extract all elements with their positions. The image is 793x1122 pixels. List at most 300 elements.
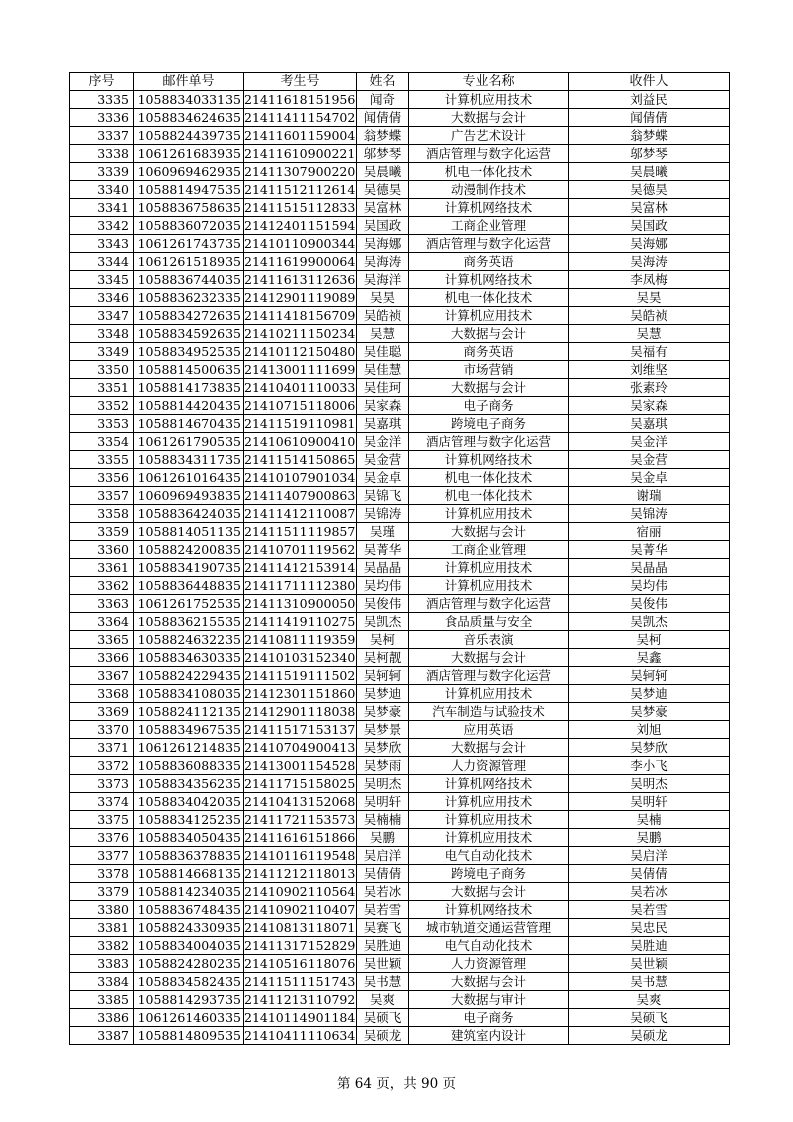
major-cell: 电气自动化技术 [409,937,569,955]
name-cell: 吴锦飞 [357,487,409,505]
index-cell: 3364 [70,613,134,631]
recipient-cell: 吴俊伟 [569,595,730,613]
major-cell: 大数据与会计 [409,739,569,757]
table-row [70,685,730,703]
index-cell: 3378 [70,865,134,883]
exam-number-cell: 21411511119857 [244,524,356,539]
recipient-cell: 吴海娜 [569,235,730,253]
index-cell: 3386 [70,1009,134,1027]
recipient-cell: 吴鑫 [569,649,730,667]
major-cell: 机电一体化技术 [409,163,569,181]
table-row [70,235,730,253]
major-cell: 大数据与会计 [409,649,569,667]
name-cell: 吴柯 [357,631,409,649]
major-cell: 市场营销 [409,361,569,379]
table-row [70,775,730,793]
tracking-number-cell: 1060969493835 [134,487,244,505]
major-cell: 城市轨道交通运营管理 [409,919,569,937]
tracking-number-cell: 1058814051135 [134,523,244,541]
major-cell: 计算机网络技术 [409,271,569,289]
exam-number-cell: 21410902110407 [244,902,356,917]
table-row [70,523,730,541]
table-row [70,829,730,847]
major-cell: 电子商务 [409,1009,569,1027]
index-cell: 3337 [70,127,134,145]
exam-number-cell: 21411412153914 [244,560,356,575]
major-cell: 酒店管理与数字化运营 [409,595,569,613]
tracking-number-cell: 1058814293735 [134,991,244,1009]
tracking-number-cell: 1058824200835 [134,541,244,559]
major-cell: 电气自动化技术 [409,847,569,865]
name-cell: 吴皓祯 [357,307,409,325]
index-cell: 3346 [70,289,134,307]
recipient-cell: 吴书慧 [569,973,730,991]
header-recipient: 收件人 [569,73,730,91]
index-cell: 3377 [70,847,134,865]
exam-number-cell: 21410704900413 [244,740,356,755]
table-row [70,307,730,325]
major-cell: 计算机应用技术 [409,793,569,811]
exam-number-cell: 21411613112636 [244,272,356,287]
index-cell: 3339 [70,163,134,181]
name-cell: 吴梦景 [357,721,409,739]
major-cell: 计算机网络技术 [409,199,569,217]
exam-number-cell: 21411711112380 [244,578,356,593]
tracking-number-cell: 1058834050435 [134,829,244,847]
name-cell: 吴家森 [357,397,409,415]
recipient-cell: 吴金营 [569,451,730,469]
recipient-cell: 吴楠 [569,811,730,829]
index-cell: 3338 [70,145,134,163]
recipient-cell: 吴明轩 [569,793,730,811]
name-cell: 吴瑾 [357,523,409,541]
tracking-number-cell: 1058836748435 [134,901,244,919]
name-cell: 吴佳慧 [357,361,409,379]
name-cell: 吴启洋 [357,847,409,865]
index-cell: 3375 [70,811,134,829]
tracking-number-cell: 1058834624635 [134,109,244,127]
index-cell: 3347 [70,307,134,325]
name-cell: 吴凯杰 [357,613,409,631]
recipient-cell: 谢瑞 [569,487,730,505]
tracking-number-cell: 1058834042035 [134,793,244,811]
exam-number-cell: 21411619900064 [244,254,356,269]
exam-number-cell: 21411517153137 [244,722,356,737]
header-index: 序号 [70,73,134,91]
major-cell: 计算机应用技术 [409,559,569,577]
major-cell: 跨境电子商务 [409,865,569,883]
major-cell: 大数据与会计 [409,379,569,397]
exam-number-cell: 21411411154702 [244,110,356,125]
recipient-cell: 吴轲轲 [569,667,730,685]
index-cell: 3380 [70,901,134,919]
name-cell: 吴世颖 [357,955,409,973]
table-row [70,865,730,883]
exam-number-cell: 21411519111502 [244,668,356,683]
tracking-number-cell: 1058834272635 [134,307,244,325]
recipient-cell: 吴海涛 [569,253,730,271]
index-cell: 3350 [70,361,134,379]
exam-number-cell: 21410813118071 [244,920,356,935]
index-cell: 3356 [70,469,134,487]
table-row [70,991,730,1009]
recipient-cell: 吴福有 [569,343,730,361]
table-row [70,721,730,739]
major-cell: 建筑室内设计 [409,1027,569,1045]
table-row [70,793,730,811]
major-cell: 大数据与会计 [409,325,569,343]
table-row [70,469,730,487]
major-cell: 酒店管理与数字化运营 [409,145,569,163]
major-cell: 计算机应用技术 [409,505,569,523]
recipient-cell: 吴德昊 [569,181,730,199]
major-cell: 音乐表演 [409,631,569,649]
index-cell: 3358 [70,505,134,523]
index-cell: 3368 [70,685,134,703]
recipient-cell: 李小飞 [569,757,730,775]
table-row [70,487,730,505]
index-cell: 3344 [70,253,134,271]
index-cell: 3340 [70,181,134,199]
recipient-cell: 吴明杰 [569,775,730,793]
table-row [70,145,730,163]
recipient-cell: 吴忠民 [569,919,730,937]
tracking-number-cell: 1058834630335 [134,649,244,667]
table-row [70,253,730,271]
index-cell: 3385 [70,991,134,1009]
tracking-number-cell: 1058836088335 [134,757,244,775]
recipient-cell: 吴皓祯 [569,307,730,325]
major-cell: 大数据与会计 [409,883,569,901]
index-cell: 3360 [70,541,134,559]
index-cell: 3383 [70,955,134,973]
table-row [70,271,730,289]
major-cell: 计算机网络技术 [409,901,569,919]
exam-number-cell: 21410411110634 [244,1028,356,1043]
tracking-number-cell: 1058814500635 [134,361,244,379]
tracking-number-cell: 1058836424035 [134,505,244,523]
recipient-cell: 吴柯 [569,631,730,649]
recipient-cell: 吴启洋 [569,847,730,865]
name-cell: 吴梦豪 [357,703,409,721]
table-row [70,541,730,559]
recipient-cell: 闻倩倩 [569,109,730,127]
exam-number-cell: 21411317152829 [244,938,356,953]
table-row [70,631,730,649]
index-cell: 3384 [70,973,134,991]
tracking-number-cell: 1058834582435 [134,973,244,991]
name-cell: 吴硕飞 [357,1009,409,1027]
tracking-number-cell: 1058824229435 [134,667,244,685]
major-cell: 机电一体化技术 [409,289,569,307]
tracking-number-cell: 1061261518935 [134,253,244,271]
table-row [70,703,730,721]
major-cell: 计算机应用技术 [409,307,569,325]
major-cell: 酒店管理与数字化运营 [409,235,569,253]
major-cell: 电子商务 [409,397,569,415]
name-cell: 吴佳珂 [357,379,409,397]
header-major: 专业名称 [409,73,569,91]
name-cell: 吴轲轲 [357,667,409,685]
major-cell: 应用英语 [409,721,569,739]
table-row [70,181,730,199]
index-cell: 3387 [70,1027,134,1045]
recipient-cell: 吴菁华 [569,541,730,559]
exam-number-cell: 21411512112614 [244,182,356,197]
tracking-number-cell: 1058836232335 [134,289,244,307]
index-cell: 3370 [70,721,134,739]
exam-number-cell: 21411511151743 [244,974,356,989]
index-cell: 3353 [70,415,134,433]
index-cell: 3341 [70,199,134,217]
name-cell: 吴嘉琪 [357,415,409,433]
index-cell: 3374 [70,793,134,811]
name-cell: 吴柯靓 [357,649,409,667]
tracking-number-cell: 1058814234035 [134,883,244,901]
exam-number-cell: 21411307900220 [244,164,356,179]
major-cell: 工商企业管理 [409,541,569,559]
index-cell: 3376 [70,829,134,847]
name-cell: 闻倩倩 [357,109,409,127]
tracking-number-cell: 1058824280235 [134,955,244,973]
table-row [70,343,730,361]
exam-number-cell: 21411616151866 [244,830,356,845]
major-cell: 大数据与会计 [409,109,569,127]
index-cell: 3336 [70,109,134,127]
recipient-cell: 吴晶晶 [569,559,730,577]
index-cell: 3359 [70,523,134,541]
exam-number-cell: 21411418156709 [244,308,356,323]
tracking-number-cell: 1058836378835 [134,847,244,865]
exam-number-cell: 21411610900221 [244,146,356,161]
exam-number-cell: 21411515112833 [244,200,356,215]
tracking-number-cell: 1058824632235 [134,631,244,649]
tracking-number-cell: 1058814947535 [134,181,244,199]
exam-number-cell: 21410902110564 [244,884,356,899]
name-cell: 吴海洋 [357,271,409,289]
tracking-number-cell: 1058836215535 [134,613,244,631]
recipient-cell: 吴梦迪 [569,685,730,703]
tracking-number-cell: 1061261743735 [134,235,244,253]
exam-number-cell: 21411412110087 [244,506,356,521]
name-cell: 吴国政 [357,217,409,235]
table-row [70,379,730,397]
exam-number-cell: 21411618151956 [244,92,356,107]
table-row [70,577,730,595]
exam-number-cell: 21412901119089 [244,290,356,305]
table-row [70,217,730,235]
table-row [70,613,730,631]
header-tracking-number: 邮件单号 [134,73,244,91]
recipient-cell: 吴梦欣 [569,739,730,757]
exam-number-cell: 21410110900344 [244,236,356,251]
tracking-number-cell: 1058836744035 [134,271,244,289]
recipient-cell: 吴胜迪 [569,937,730,955]
recipient-cell: 吴晨曦 [569,163,730,181]
table-row [70,559,730,577]
tracking-number-cell: 1058836448835 [134,577,244,595]
recipient-cell: 吴爽 [569,991,730,1009]
major-cell: 大数据与会计 [409,973,569,991]
table-row [70,289,730,307]
table-row [70,649,730,667]
index-cell: 3373 [70,775,134,793]
table-row [70,91,730,109]
exam-number-cell: 21410811119359 [244,632,356,647]
table-row [70,1009,730,1027]
tracking-number-cell: 1058814670435 [134,415,244,433]
tracking-number-cell: 1060969462935 [134,163,244,181]
index-cell: 3342 [70,217,134,235]
recipient-cell: 吴硕飞 [569,1009,730,1027]
exam-number-cell: 21413001111699 [244,362,356,377]
name-cell: 吴梦雨 [357,757,409,775]
tracking-number-cell: 1058834967535 [134,721,244,739]
name-cell: 吴慧 [357,325,409,343]
recipient-cell: 吴梦豪 [569,703,730,721]
name-cell: 吴金卓 [357,469,409,487]
tracking-number-cell: 1058836758635 [134,199,244,217]
table-row [70,397,730,415]
exam-number-cell: 21410112150480 [244,344,356,359]
tracking-number-cell: 1058834190735 [134,559,244,577]
recipient-cell: 刘益民 [569,91,730,109]
index-cell: 3372 [70,757,134,775]
recipient-cell: 吴家森 [569,397,730,415]
major-cell: 动漫制作技术 [409,181,569,199]
index-cell: 3367 [70,667,134,685]
index-cell: 3351 [70,379,134,397]
recipient-cell: 吴世颖 [569,955,730,973]
exam-number-cell: 21411514150865 [244,452,356,467]
recipient-cell: 吴硕龙 [569,1027,730,1045]
recipient-cell: 吴慧 [569,325,730,343]
major-cell: 工商企业管理 [409,217,569,235]
tracking-number-cell: 1058814809535 [134,1027,244,1045]
exam-number-cell: 21413001154528 [244,758,356,773]
name-cell: 吴俊伟 [357,595,409,613]
table-row [70,325,730,343]
recipient-cell: 吴倩倩 [569,865,730,883]
major-cell: 人力资源管理 [409,955,569,973]
name-cell: 吴海涛 [357,253,409,271]
tracking-number-cell: 1058834033135 [134,91,244,109]
exam-number-cell: 21410715118006 [244,398,356,413]
name-cell: 吴昊 [357,289,409,307]
name-cell: 吴明杰 [357,775,409,793]
major-cell: 机电一体化技术 [409,469,569,487]
table-row [70,757,730,775]
tracking-number-cell: 1058834356235 [134,775,244,793]
name-cell: 吴金洋 [357,433,409,451]
table-row [70,919,730,937]
tracking-number-cell: 1058824330935 [134,919,244,937]
tracking-number-cell: 1058824439735 [134,127,244,145]
major-cell: 大数据与审计 [409,991,569,1009]
index-cell: 3345 [70,271,134,289]
tracking-number-cell: 1058834004035 [134,937,244,955]
recipient-cell: 吴金卓 [569,469,730,487]
table-row [70,667,730,685]
table-row [70,811,730,829]
name-cell: 吴梦欣 [357,739,409,757]
tracking-number-cell: 1058834952535 [134,343,244,361]
name-cell: 吴海娜 [357,235,409,253]
index-cell: 3365 [70,631,134,649]
index-cell: 3335 [70,91,134,109]
exam-number-cell: 21410103152340 [244,650,356,665]
table-row [70,847,730,865]
table-row [70,451,730,469]
recipient-cell: 吴若冰 [569,883,730,901]
exam-number-cell: 21411715158025 [244,776,356,791]
name-cell: 吴书慧 [357,973,409,991]
exam-number-cell: 21411407900863 [244,488,356,503]
exam-number-cell: 21410413152068 [244,794,356,809]
index-cell: 3349 [70,343,134,361]
tracking-number-cell: 1061261683935 [134,145,244,163]
tracking-number-cell: 1061261460335 [134,1009,244,1027]
exam-number-cell: 21412901118038 [244,704,356,719]
tracking-number-cell: 1058814173835 [134,379,244,397]
major-cell: 跨境电子商务 [409,415,569,433]
recipient-cell: 吴若雪 [569,901,730,919]
index-cell: 3363 [70,595,134,613]
table-row [70,415,730,433]
tracking-number-cell: 1061261214835 [134,739,244,757]
recipient-cell: 吴凯杰 [569,613,730,631]
recipient-cell: 李凤梅 [569,271,730,289]
table-row [70,595,730,613]
tracking-number-cell: 1058814668135 [134,865,244,883]
name-cell: 吴倩倩 [357,865,409,883]
major-cell: 计算机应用技术 [409,829,569,847]
tracking-number-cell: 1058836072035 [134,217,244,235]
name-cell: 吴晶晶 [357,559,409,577]
exam-number-cell: 21410516118076 [244,956,356,971]
recipient-cell: 刘旭 [569,721,730,739]
exam-number-cell: 21411310900050 [244,596,356,611]
name-cell: 吴硕龙 [357,1027,409,1045]
tracking-number-cell: 1058834108035 [134,685,244,703]
recipient-cell: 吴嘉琪 [569,415,730,433]
tracking-number-cell: 1058834125235 [134,811,244,829]
recipient-cell: 邬梦琴 [569,145,730,163]
name-cell: 邬梦琴 [357,145,409,163]
major-cell: 大数据与会计 [409,523,569,541]
major-cell: 汽车制造与试验技术 [409,703,569,721]
index-cell: 3361 [70,559,134,577]
index-cell: 3366 [70,649,134,667]
major-cell: 计算机应用技术 [409,91,569,109]
table-row [70,163,730,181]
recipient-cell: 吴鹏 [569,829,730,847]
index-cell: 3369 [70,703,134,721]
tracking-number-cell: 1061261790535 [134,433,244,451]
major-cell: 计算机应用技术 [409,685,569,703]
table-row [70,739,730,757]
name-cell: 吴德昊 [357,181,409,199]
name-cell: 吴鹏 [357,829,409,847]
major-cell: 广告艺术设计 [409,127,569,145]
major-cell: 酒店管理与数字化运营 [409,433,569,451]
table-row [70,955,730,973]
table-header-row [70,73,730,91]
name-cell: 吴爽 [357,991,409,1009]
recipient-cell: 吴锦涛 [569,505,730,523]
index-cell: 3354 [70,433,134,451]
table-row [70,199,730,217]
